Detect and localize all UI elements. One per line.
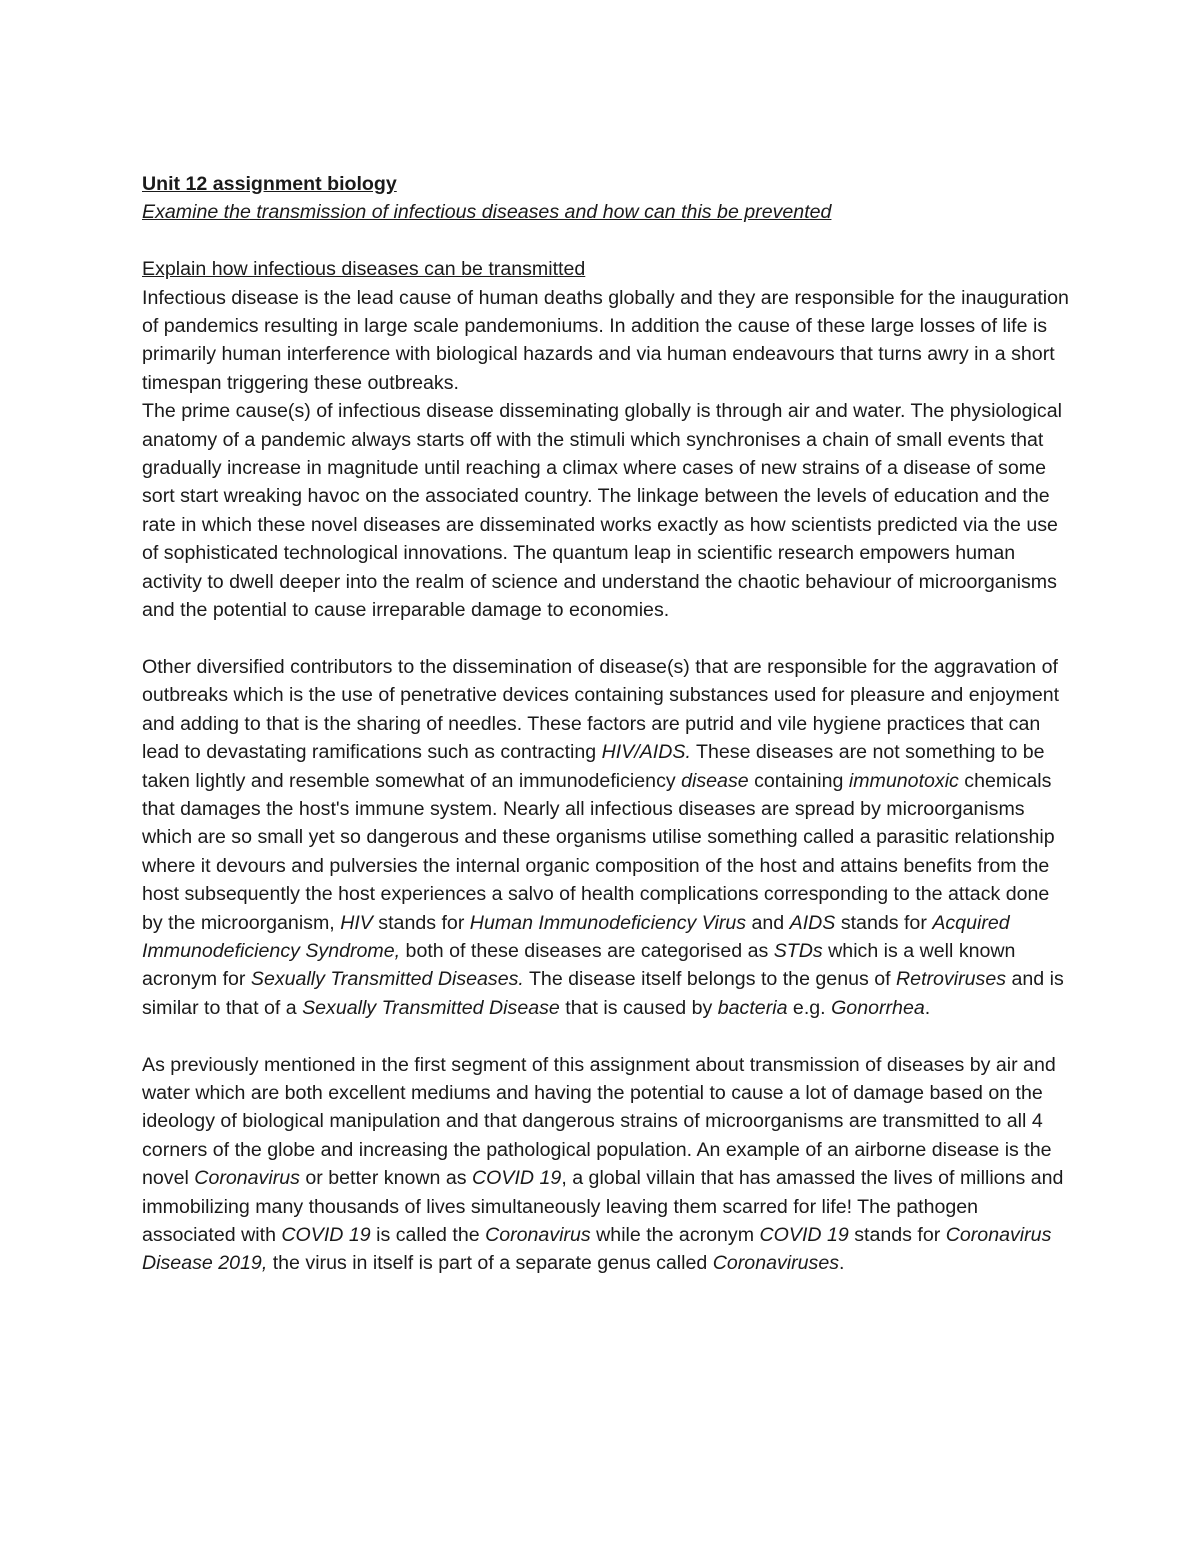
document-page [142, 170, 1072, 1278]
text-run: that is caused by [559, 996, 718, 1019]
blank-line [142, 227, 1072, 255]
document-subtitle: Examine the transmission of infectious diseases and how can this be prevented [142, 201, 832, 224]
italic-term: COVID 19 [759, 1223, 849, 1246]
blank-line [142, 1022, 1072, 1050]
text-run: , a global villain that has amassed the lives of millions and immobilizing many thousands of lives simultaneously leaving them scarred for life! The pathogen associated with [142, 1167, 1064, 1246]
italic-term: COVID 19 [281, 1223, 371, 1246]
text-run: which is a well known acronym for [142, 939, 1016, 991]
italic-term: bacteria [717, 996, 788, 1019]
text-run: is called the [370, 1223, 486, 1246]
italic-term: Sexually Transmitted Diseases. [250, 968, 524, 991]
paragraph-4 [142, 1051, 1072, 1278]
text-run: or better known as [299, 1167, 473, 1190]
blank-line [142, 624, 1072, 652]
italic-term: STDs [773, 939, 823, 962]
text-run: . [839, 1252, 845, 1275]
text-run: while the acronym [590, 1223, 760, 1246]
text-run: and is similar to that of a [142, 968, 1064, 1019]
text-run: The disease itself belongs to the genus of [523, 968, 897, 991]
text-run: . [924, 996, 931, 1019]
italic-term: Gonorrhea [831, 996, 925, 1019]
italic-term: Coronavirus Disease 2019, [142, 1223, 1052, 1275]
document-title: Unit 12 assignment biology [142, 173, 397, 195]
text-run: chemicals that damages the host's immune system. Nearly all infectious diseases are spread by microorganisms which are so small yet so dangerous and these organisms utilise something called a parasitic relationship where it devours and pulversies the internal organic composition of the host and attains benefits from the host subsequently the host experiences a salvo of health complications corresponding to the attack done by the microorganism, [142, 769, 1055, 934]
text-run: As previously mentioned in the first segment of this assignment about transmission of diseases by air and water which are both excellent mediums and having the potential to cause a lot of damage based on the ideology of biological manipulation and that dangerous strains of microorganisms are transmitted to all 4 corners of the globe and increasing the pathological population. An example of an airborne disease is the novel [142, 1053, 1056, 1190]
text-run: both of these diseases are categorised as [400, 939, 774, 962]
text-run: stands for [835, 911, 933, 934]
section-heading: Explain how infectious diseases can be transmitted [142, 258, 586, 281]
italic-term: disease [681, 769, 749, 792]
text-run: containing [748, 769, 849, 792]
italic-term: Acquired Immunodeficiency Syndrome, [142, 911, 1010, 962]
text-run: These diseases are not something to be taken lightly and resemble somewhat of an immunodeficiency [142, 741, 1045, 792]
text-run: the virus in itself is part of a separate genus called [267, 1252, 713, 1275]
paragraph-2: The prime cause(s) of infectious disease disseminating globally is through air and water. The physiological anatomy of a pandemic always starts off with the stimuli which synchronises a chain of small events that gradually increase in magnitude until reaching a climax where cases of new strains of a disease of some sort start wreaking havoc on the associated country. The linkage between the levels of education and the rate in which these novel diseases are disseminated works exactly as how scientists predicted via the use of sophisticated technological innovations. The quantum leap in scientific research empowers human activity to dwell deeper into the realm of science and understand the chaotic behaviour of microorganisms and the potential to cause irreparable damage to economies. [142, 400, 1062, 622]
text-run: and [746, 911, 790, 934]
italic-term: HIV/AIDS. [601, 741, 691, 764]
text-run: Other diversified contributors to the dissemination of disease(s) that are responsible for the aggravation of outbreaks which is the use of penetrative devices containing substances used for pleasure and enjoyment and adding to that is the sharing of needles. These factors are putrid and vile hygiene practices that can lead to devastating ramifications such as contracting [142, 655, 1060, 764]
paragraph-1: Infectious disease is the lead cause of human deaths globally and they are responsible for the inauguration of pandemics resulting in large scale pandemoniums. In addition the cause of these large losses of life is primarily human interference with biological hazards and via human endeavours that turns awry in a short timespan triggering these outbreaks. [142, 286, 1069, 394]
paragraph-3 [142, 653, 1072, 1022]
italic-term: Sexually Transmitted Disease [302, 996, 560, 1019]
italic-term: COVID 19 [472, 1167, 562, 1190]
italic-term: immunotoxic [848, 769, 959, 792]
text-run: stands for [372, 911, 470, 934]
text-run: e.g. [787, 996, 832, 1019]
text-run: stands for [848, 1223, 946, 1246]
italic-term: AIDS [789, 911, 836, 934]
italic-term: Coronavirus [194, 1167, 300, 1190]
italic-term: Coronaviruses [712, 1252, 840, 1275]
italic-term: Coronavirus [485, 1223, 591, 1246]
italic-term: Human Immunodeficiency Virus [469, 911, 747, 934]
italic-term: Retroviruses [896, 968, 1007, 991]
italic-term: HIV [340, 911, 373, 934]
